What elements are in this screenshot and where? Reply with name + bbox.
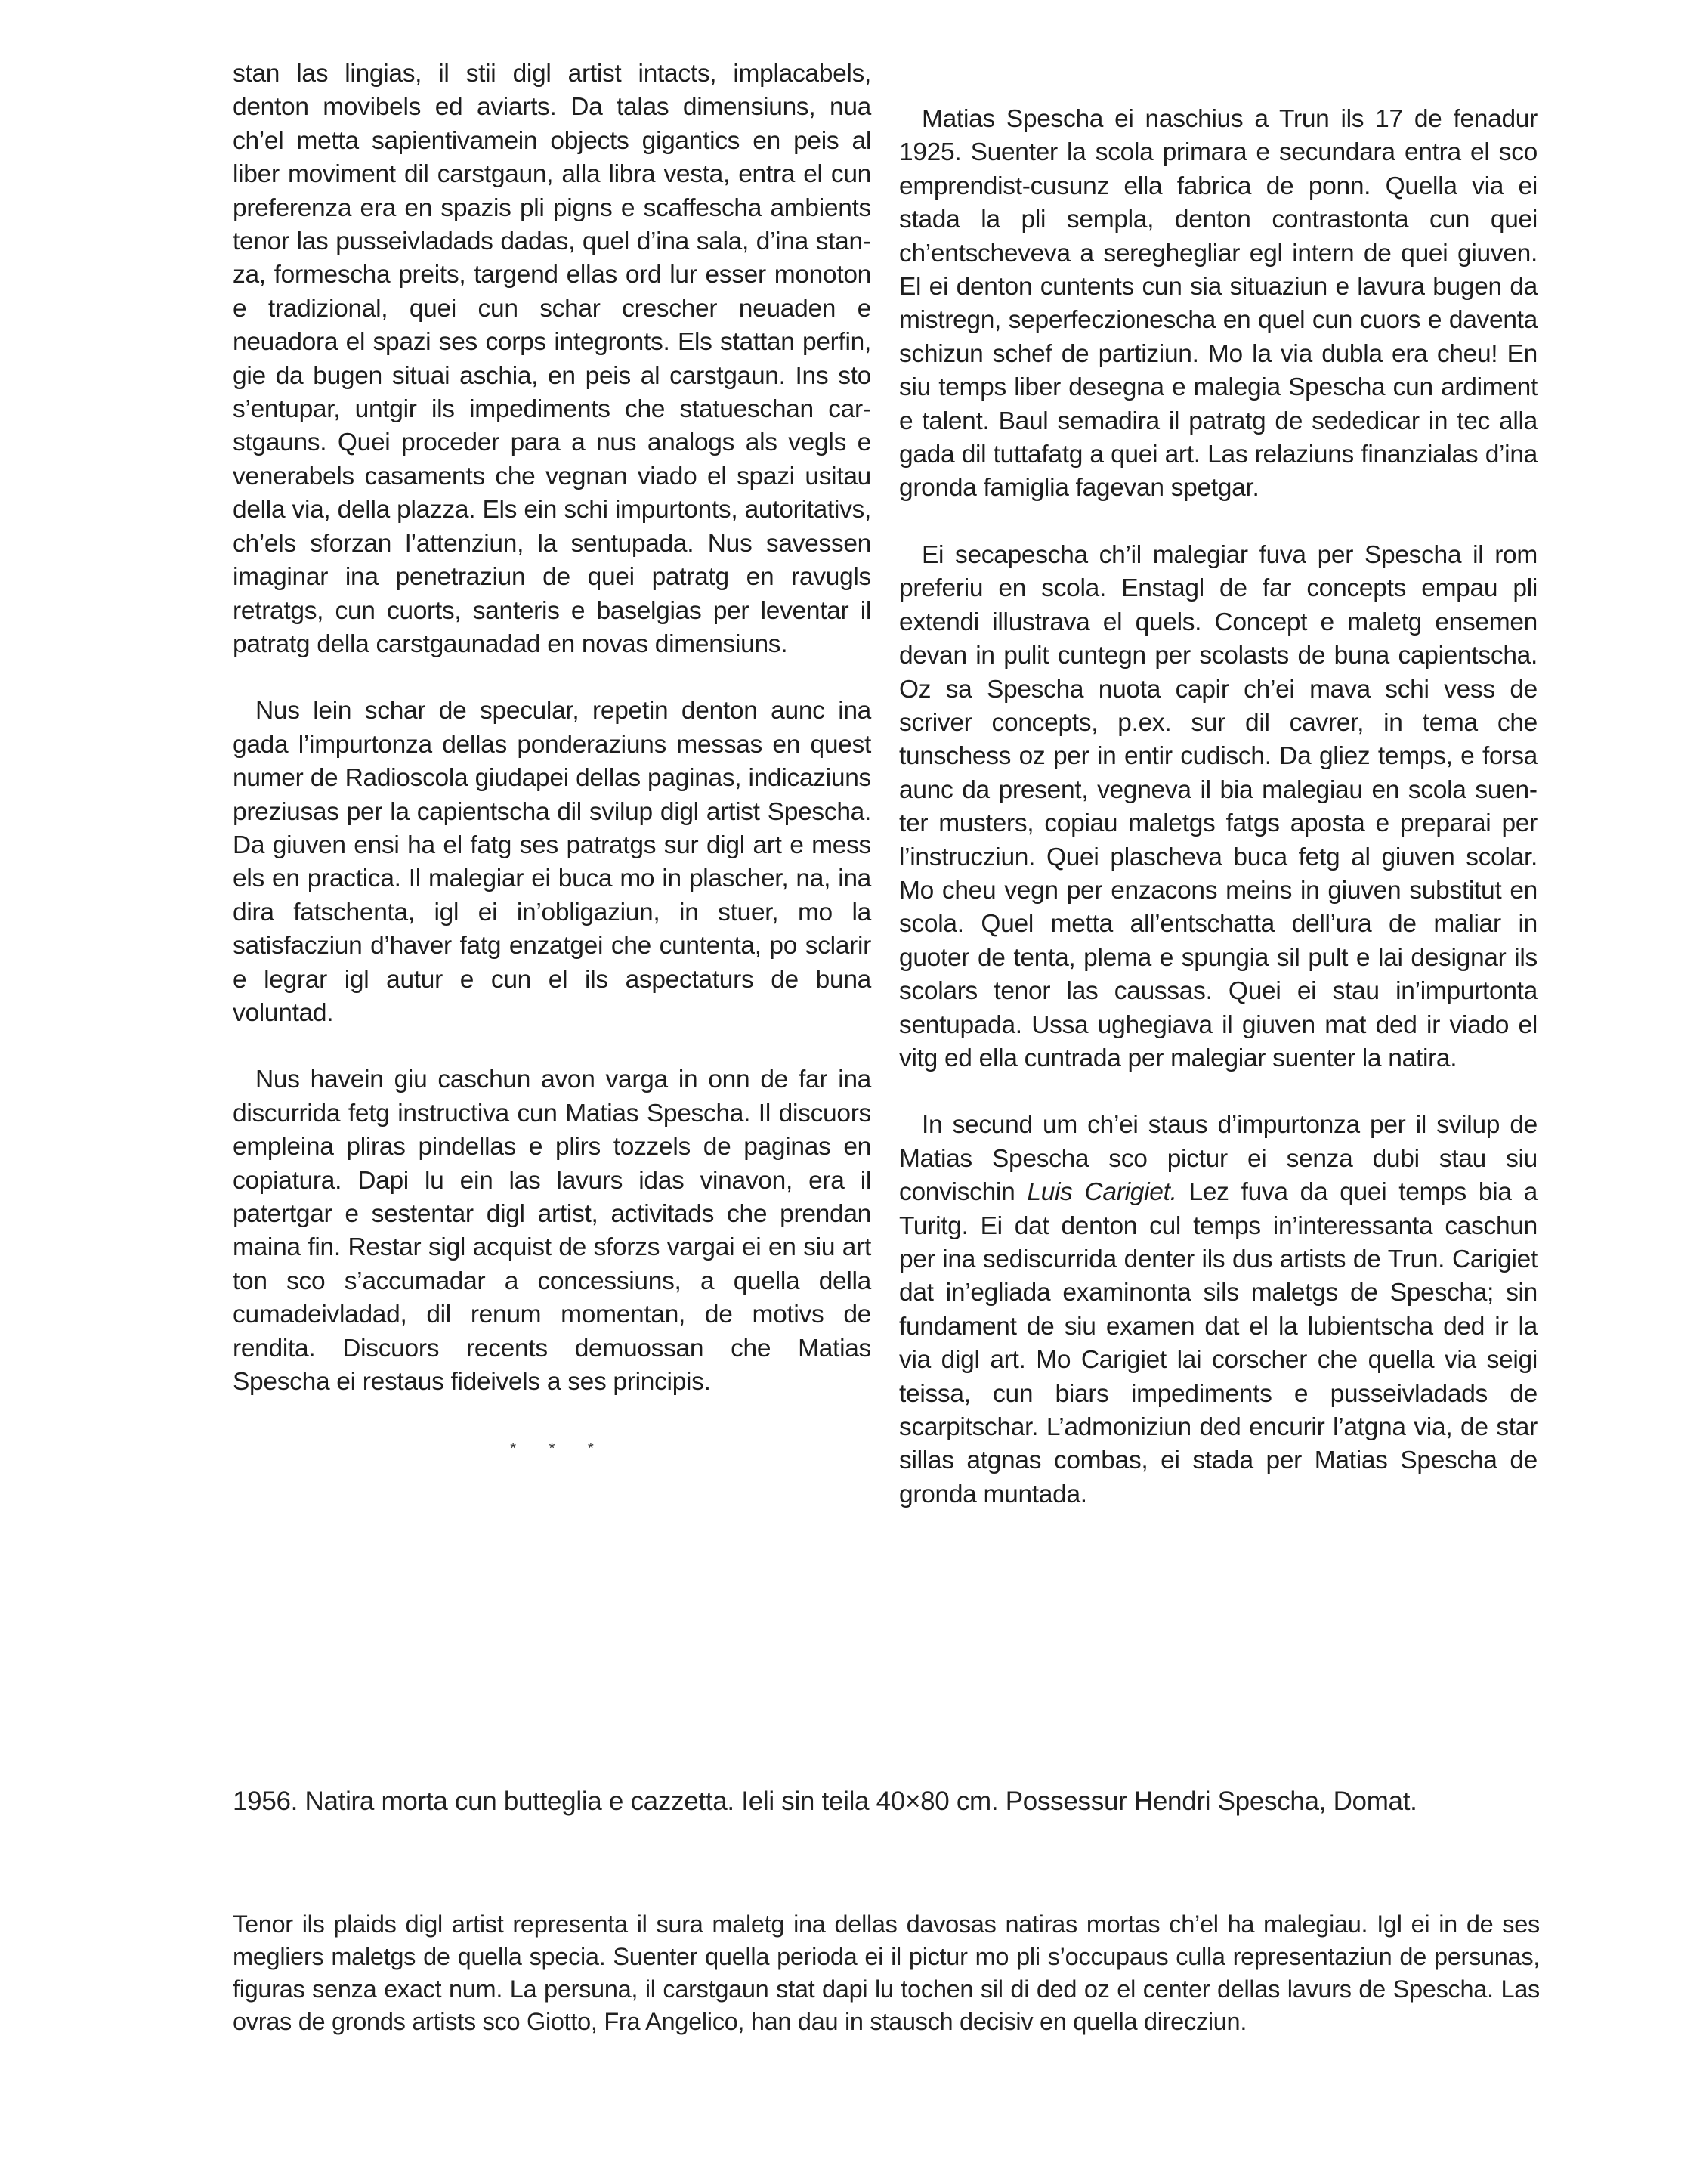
- paragraph-gap: [233, 1030, 871, 1063]
- figure-description: Tenor ils plaids digl artist representa il sura maletg ina dellas davosas natiras mortas ch’el ha malegiau. Igl ei in de ses megliers maletgs de quella specia. Suenter quella perioda ei il pictur mo pli s’occupaus culla representaziun de persunas, figuras senza exact num. La persuna, il carstgaun stat dapi lu tochen sil di ded oz el center dellas lavurs de Spescha. Las ovras de gronds artists sco Giotto, Fra Angelico, han dau in stausch decisiv en quella direcziun.: [233, 1910, 1540, 2035]
- left-column: [233, 57, 871, 1466]
- paragraph: Nus lein schar de specular, repetin denton aunc ina gada l’impurtonza dellas ponderaziuns messas en quest numer de Radioscola giudapei dellas paginas, indicaziuns preziusas per la capientscha dil svilup digl artist Spescha. Da giuven ensi ha el fatg ses patratgs sur digl art e mess els en practica. Il malegiar ei buca mo in plascher, na, ina dira fatschenta, igl ei in’obligaziun, in stuer, mo la satisfacziun d’haver fatg enzatgei che cuntenta, po sclarir e legrar igl autur e cun el ils aspectaturs de buna voluntad.: [233, 697, 871, 1027]
- paragraph-gap: [899, 1075, 1538, 1109]
- italic-name-luis-carigiet: Luis Carigiet.: [1027, 1178, 1177, 1207]
- paragraph-carigiet: [899, 1109, 1538, 1511]
- paragraph-gap: [233, 661, 871, 694]
- paragraph-text: In secund um ch’ei staus d’impurtonza per il svilup de Matias Spescha sco pictur ei senza dubi stau siu convischin: [899, 1111, 1538, 1207]
- paragraph: Nus havein giu caschun avon varga in onn de far ina discurrida fetg instructiva cun Matias Spescha. Il discuors empleina pliras pindellas e plirs tozzels de paginas en copiatura. Dapi lu ein las lavurs idas vinavon, era il patertgar e sestentar digl artist, activitads che prendan maina fin. Restar sigl acquist de sforzs vargai ei en siu art ton sco s’accumadar a concessiuns, a quella della cumadeivladad, dil renum momentan, de motivs de rendita. Discuors recents demuossan che Matias Spescha ei restaus fideivels a ses principis.: [233, 1066, 871, 1397]
- paragraph-gap: [899, 506, 1538, 539]
- paragraph-text: Lez fuva da quei temps bia a Turitg. Ei dat denton cul temps in’interessanta caschun per ina sediscurrida denter ils dus artists de Trun. Carigiet dat in’egliada examinonta sils maletgs de Spescha; sin fundament de siu examen dat el la lubientscha ded ir la via digl art. Mo Carigiet lai corscher che quella via seigi teissa, cun biars impediments e pusseivladads de scarpitschar. L’admoniziun ded encurir l’atgna via, de star sillas atgnas combas, ei stada per Matias Spescha de gronda muntada.: [899, 1178, 1538, 1508]
- paragraph: Ei secapescha ch’il malegiar fuva per Spescha il rom preferiu en scola. Enstagl de far concepts empau pli extendi illustrava el quels. Concept e maletg ensemen devan in pulit cuntegn per scolasts de buna capientscha. Oz sa Spescha nuota capir ch’ei mava schi vess de scriver concepts, p.ex. sur dil cavrer, in tema che tunschess oz per in entir cudisch. Da gliez temps, e forsa aunc da present, vegneva il bia malegiau en scola suenter musters, copiau maletgs fatgs aposta e preparai per l’instrucziun. Quei plascheva buca fetg al giuven scolar. Mo cheu vegn per enzacons meins in giuven substitut en scola. Quel metta all’entschatta dell’ura de maliar in guoter de tenta, plema e spungia sil pult e lai designar ils scolars tenor las caussas. Quei ei stau in’impurtonta sentupada. Ussa ughegiava il giuven mat ded ir viado el vitg ed ella cuntrada per malegiar suenter la natira.: [899, 540, 1538, 1072]
- section-separator-stars: * * *: [510, 1440, 594, 1458]
- paragraph: stan las lingias, il stii digl artist intacts, implacabels, denton movibels ed aviarts. Da talas dimensiuns, nua ch’el metta sapientivamein objects gigantics en peis al liber moviment dil carstgaun, alla libra vesta, entra el cun preferenza era en spazis pli pigns e scaffescha ambients tenor las pusseivladads dadas, quel d’ina sala, d’ina stanza, formescha preits, targend ellas ord lur esser monoton e tradizional, quei cun schar crescher neuaden e neuadora el spazi ses corps integronts. Els stattan perfin, gie da bugen situai aschia, en peis al carstgaun. Ins sto s’entupar, untgir ils impediments che statueschan carstgauns. Quei proceder para a nus analogs als vegls e venerabels casaments che vegnan viado el spazi usitau della via, della plazza. Els ein schi impurtonts, autoritativs, ch’els sforzan l’attenziun, la sentupada. Nus savessen imaginar ina penetraziun de quei patratg en ravugls retratgs, cun cuorts, santeris e baselgias per leventar il patratg della carstgaunadad en novas dimensiuns.: [233, 60, 871, 658]
- paragraph: Matias Spescha ei naschius a Trun ils 17 de fenadur 1925. Suenter la scola primara e secundara entra el sco emprendist-cusunz ella fabrica de ponn. Quella via ei stada la pli sempla, denton contrastonta cun quei ch’entscheveva a sereghegliar egl intern de quei giuven. El ei denton cuntents cun sia situaziun e lavura bugen da mistregn, seperfeczionescha en quel cun cuors e daventa schizun schef de partiziun. Mo la via dubla era cheu! En siu temps liber desegna e malegia Spescha cun ardiment e talent. Baul semadira il patratg de sededicar in tec alla gada dil tuttafatg a quei art. Las relaziuns finanzialas d’ina gronda famiglia fagevan spetgar.: [899, 105, 1538, 503]
- right-column: [899, 103, 1538, 1511]
- figure-caption: 1956. Natira morta cun butteglia e cazzetta. Ieli sin teila 40×80 cm. Possessur Hendri Spescha, Domat.: [233, 1786, 1417, 1816]
